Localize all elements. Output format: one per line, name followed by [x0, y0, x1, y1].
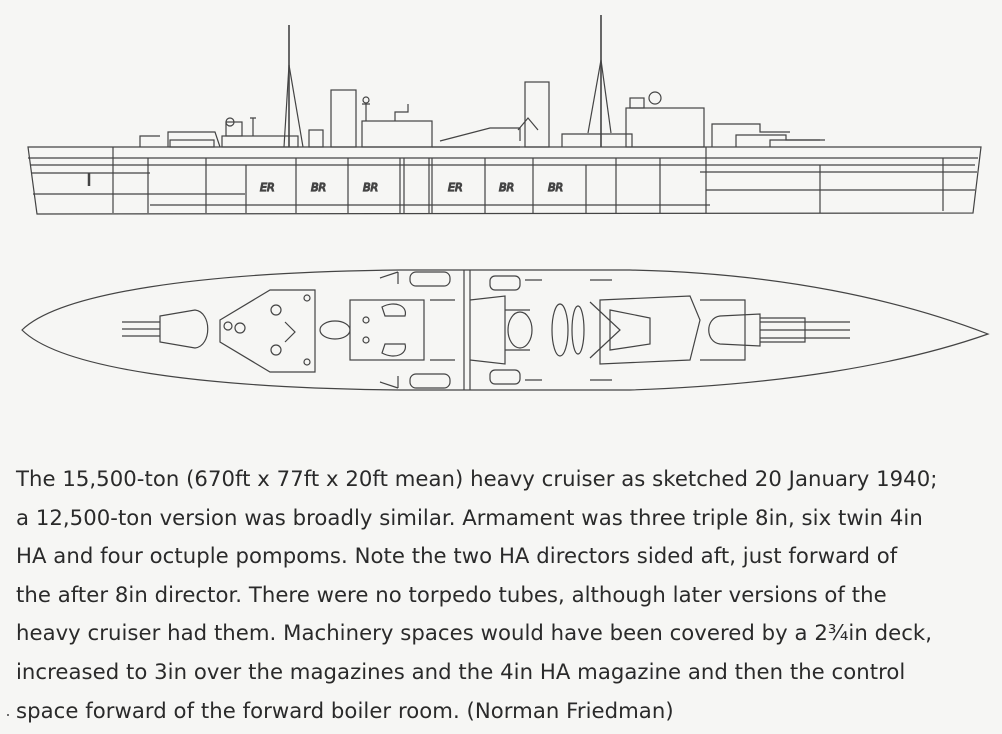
profile-label-2: BR	[311, 181, 327, 194]
plan-view	[22, 270, 988, 390]
profile-label-3: BR	[363, 181, 379, 194]
fore-turret	[122, 310, 208, 348]
profile-label-1: ER	[260, 181, 275, 194]
caption-line-7: space forward of the forward boiler room. (Norman Friedman)	[16, 697, 674, 723]
caption-line-5: heavy cruiser had them. Machinery spaces would have been covered by a 2¾in deck,	[16, 620, 933, 646]
aft-turret	[709, 314, 850, 346]
profile-superstructure	[140, 15, 825, 147]
stray-dot	[7, 714, 9, 716]
profile-label-5: BR	[499, 181, 515, 194]
figure-caption	[16, 460, 986, 730]
caption-line-6: increased to 3in over the magazines and the 4in HA magazine and then the control	[16, 658, 906, 684]
bulkheads	[89, 147, 943, 213]
caption-line-2: a 12,500-ton version was broadly similar. Armament was three triple 8in, six twin 4in	[16, 504, 923, 530]
caption-line-4: the after 8in director. There were no torpedo tubes, although later versions of the	[16, 581, 887, 607]
profile-label-6: BR	[548, 181, 564, 194]
caption-line-1: The 15,500-ton (670ft x 77ft x 20ft mean) heavy cruiser as sketched 20 January 1940;	[16, 466, 938, 491]
profile-label-4: ER	[448, 181, 463, 194]
profile-view	[28, 15, 981, 214]
caption-line-3: HA and four octuple pompoms. Note the two HA directors sided aft, just forward of	[16, 543, 898, 569]
